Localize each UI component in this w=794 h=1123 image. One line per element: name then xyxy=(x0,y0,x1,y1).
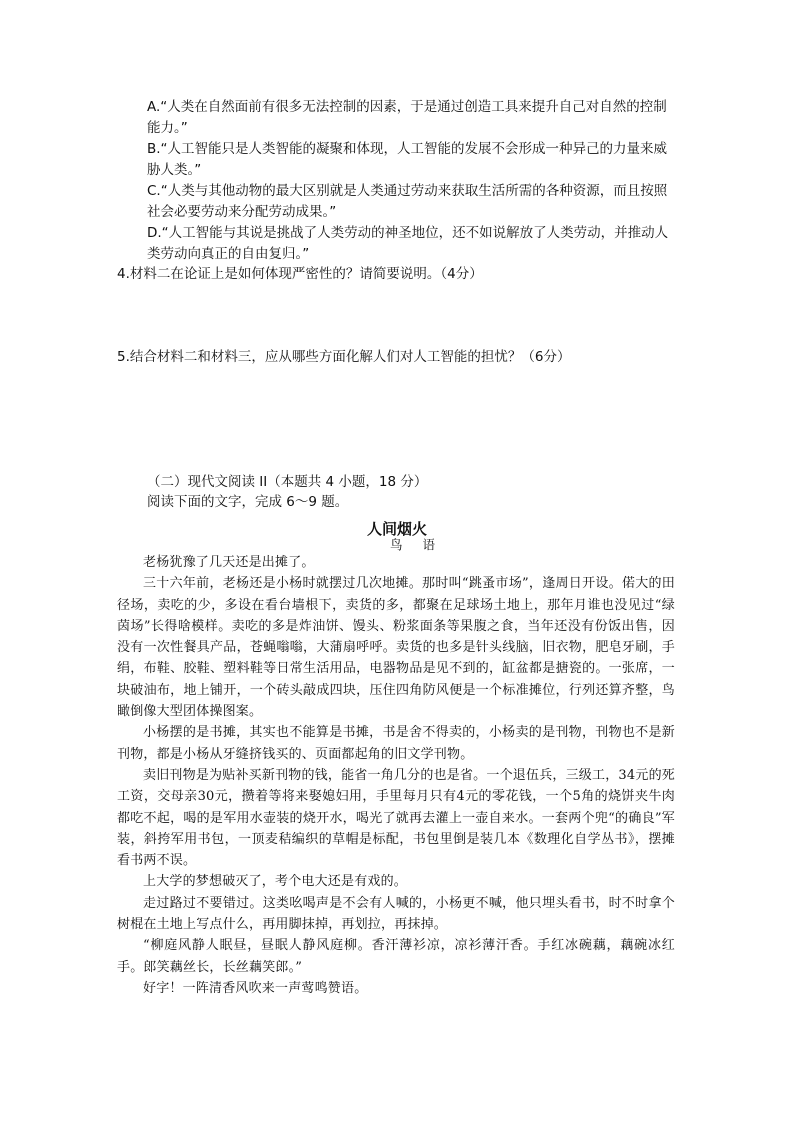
article-paragraph: 走过路过不要错过。这类吆喝声是不会有人喊的，小杨更不喊，他只埋头看书，时不时拿个树棍在土地上写点什么，再用脚抹掉，再划拉，再抹掉。 xyxy=(117,895,675,933)
question-4: 4.材料二在论证上是如何体现严密性的？请简要说明。（4分） xyxy=(117,266,483,282)
article-paragraph: 上大学的梦想破灭了，考个电大还是有戏的。 xyxy=(143,874,408,890)
section-instruction: 阅读下面的文字，完成 6～9 题。 xyxy=(147,494,349,510)
question-5: 5.结合材料二和材料三，应从哪些方面化解人们对人工智能的担忧？（6分） xyxy=(117,349,571,365)
article-paragraph: 卖旧刊物是为贴补买新刊物的钱，能省一角几分的也是省。一个退伍兵，三级工，34元的死工资，交母亲30元，攒着等将来娶媳妇用，手里每月只有4元的零花钱，一个5角的烧饼夹牛肉都吃不起，喝的是军用水壶装的烧开水，喝光了就再去灌上一壶自来水。一套两个兜“的确良”军装，斜挎军用书包，一顶麦秸编织的草帽是标配，书包里倒是装几本《数理化自学丛书》，摆摊看书两不误。 xyxy=(117,767,675,869)
option-b: B.“人工智能只是人类智能的凝聚和体现，人工智能的发展不会形成一种异己的力量来威胁人类。” xyxy=(147,141,668,178)
option-c: C.“人类与其他动物的最大区别就是人类通过劳动来获取生活所需的各种资源，而且按照社会必要劳动来分配劳动成果。” xyxy=(147,183,668,220)
article-paragraph: “柳庭风静人眠昼，昼眠人静风庭柳。香汗薄衫凉，凉衫薄汗香。手红冰碗藕，藕碗冰红手。郎笑藕丝长，长丝藕笑郎。” xyxy=(117,938,675,975)
article-body xyxy=(117,552,675,999)
article-paragraph: 三十六年前，老杨还是小杨时就摆过几次地摊。那时叫“跳蚤市场”，逢周日开设。偌大的田径场，卖吃的少，多设在看台墙根下，卖货的多，都聚在足球场土地上，那年月谁也没见过“绿茵场”长得啥模样。卖吃的多是炸油饼、馒头、粉浆面条等果腹之食，当年还没有份饭出售，因没有一次性餐具产品，苍蝇嗡嗡，大蒲扇呼呼。卖货的也多是针头线脑，旧衣物，肥皂牙刷，手绢，布鞋、胶鞋、塑料鞋等日常生活用品，电器物品是见不到的，缸盆都是搪瓷的。一张席，一块破油布，地上铺开，一个砖头敲成四块，压住四角防风便是一个标准摊位，行列还算齐整，鸟瞰倒像大型团体操图案。 xyxy=(117,576,675,720)
section-heading: （二）现代文阅读 II（本题共 4 小题，18 分） xyxy=(147,474,428,490)
article-paragraph: 老杨犹豫了几天还是出摊了。 xyxy=(143,555,315,570)
option-d: D.“人工智能与其说是挑战了人类劳动的神圣地位，还不如说解放了人类劳动，并推动人类劳动向真正的自由复归。” xyxy=(147,225,669,262)
article-author: 鸟 语 xyxy=(390,537,443,552)
article-title: 人间烟火 xyxy=(366,520,427,538)
article-paragraph: 小杨摆的是书摊，其实也不能算是书摊，书是舍不得卖的，小杨卖的是刊物，刊物也不是新刊物，都是小杨从牙缝挤钱买的、页面都起角的旧文学刊物。 xyxy=(117,725,675,762)
article-paragraph: 好字！一阵清香风吹来一声莺鸣赞语。 xyxy=(143,980,368,996)
option-a: A.“人类在自然面前有很多无法控制的因素，于是通过创造工具来提升自己对自然的控制能力。” xyxy=(147,99,667,136)
